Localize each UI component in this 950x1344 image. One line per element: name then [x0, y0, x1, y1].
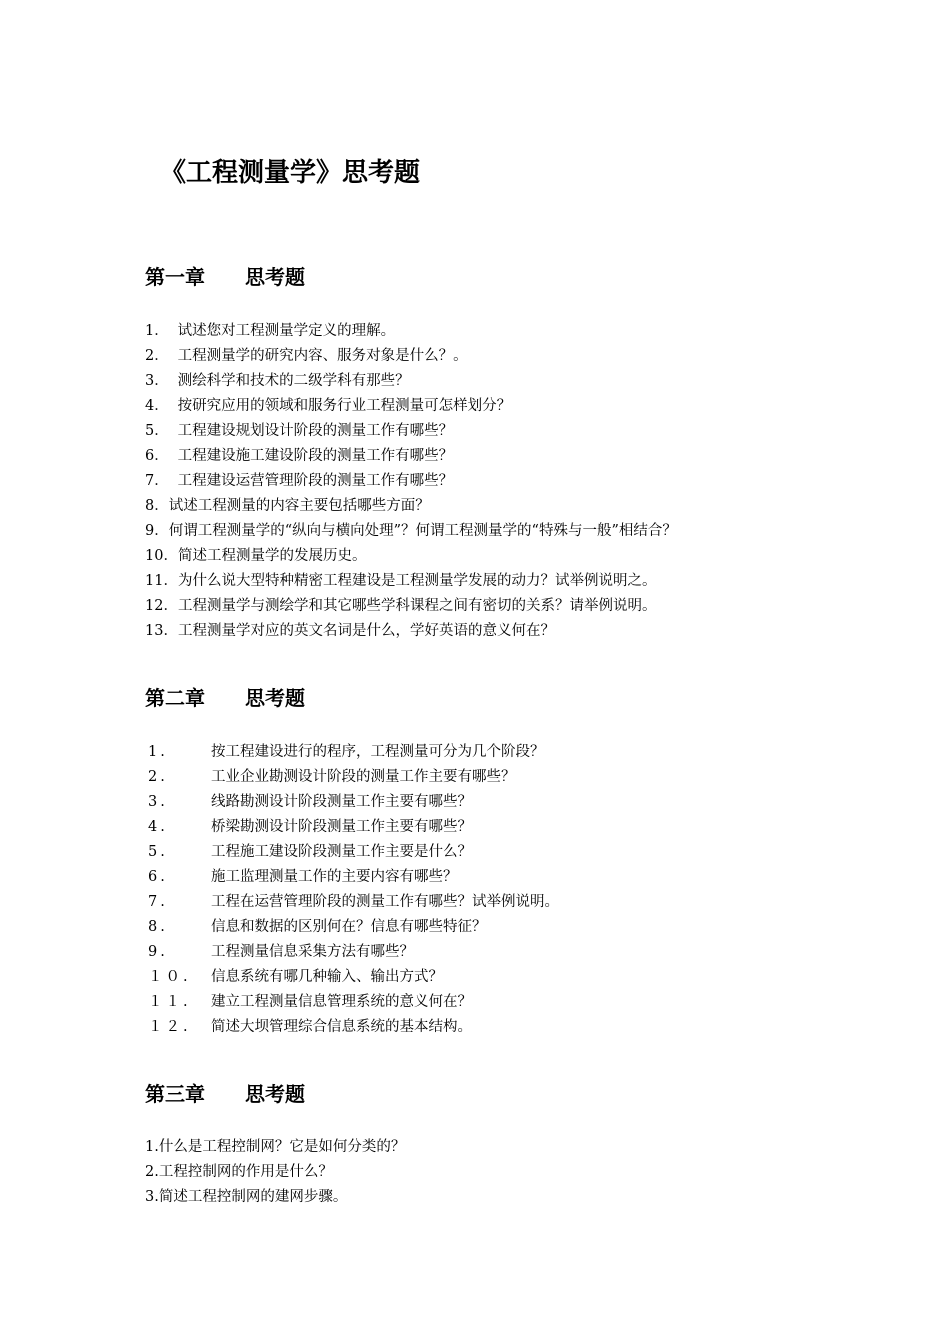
chapter-3-question-list — [145, 1135, 845, 1210]
question-number: 8． — [145, 498, 169, 514]
question-number: 6. — [148, 869, 168, 885]
question-text: 为什么说大型特种精密工程建设是工程测量学发展的动力？试举例说明之。 — [177, 573, 657, 589]
list-item — [145, 765, 845, 790]
question-number: 9. — [148, 944, 168, 960]
question-number: 9． — [145, 523, 169, 539]
question-number: 3． — [145, 373, 169, 389]
question-text: 简述大坝管理综合信息系统的基本结构。 — [211, 1019, 472, 1035]
question-number: 1. — [148, 744, 168, 760]
question-number: 4. — [148, 819, 168, 835]
question-number: 2． — [145, 348, 169, 364]
question-text: 工程在运营管理阶段的测量工作有哪些？试举例说明。 — [211, 894, 559, 910]
question-text: 按研究应用的领域和服务行业工程测量可怎样划分？ — [173, 398, 512, 414]
list-item — [145, 965, 845, 990]
list-item — [145, 740, 845, 765]
list-item — [145, 369, 845, 394]
question-text: 建立工程测量信息管理系统的意义何在？ — [211, 994, 472, 1010]
chapter-1-question-list — [145, 319, 845, 644]
question-number: 12． — [145, 598, 178, 614]
question-number: 5． — [145, 423, 169, 439]
question-number: 2. — [148, 769, 168, 785]
list-item — [145, 1135, 845, 1160]
chapter-1-name: 第一章 — [145, 265, 205, 289]
question-text: 信息系统有哪几种输入、输出方式？ — [211, 969, 443, 985]
chapter-2-question-list — [145, 740, 845, 1040]
list-item — [145, 815, 845, 840]
question-text: 简述工程控制网的建网步骤。 — [158, 1189, 348, 1205]
list-item — [145, 594, 845, 619]
question-text: 线路勘测设计阶段测量工作主要有哪些？ — [211, 794, 472, 810]
question-text: 工程施工建设阶段测量工作主要是什么？ — [211, 844, 472, 860]
list-item — [145, 544, 845, 569]
question-number: 10． — [145, 548, 178, 564]
question-text: 试述您对工程测量学定义的理解。 — [173, 323, 396, 339]
question-number: １２. — [148, 1019, 191, 1035]
question-text: 工程控制网的作用是什么？ — [158, 1164, 333, 1180]
chapter-3-section — [145, 1079, 845, 1210]
list-item — [145, 790, 845, 815]
question-number: 5. — [148, 844, 168, 860]
question-text: 信息和数据的区别何在？信息有哪些特征？ — [211, 919, 487, 935]
question-number: １０. — [148, 969, 191, 985]
list-item — [145, 344, 845, 369]
question-text: 按工程建设进行的程序，工程测量可分为几个阶段？ — [211, 744, 545, 760]
question-number: 3. — [145, 1189, 159, 1205]
chapter-2-name: 第二章 — [145, 686, 205, 710]
question-number: 3. — [148, 794, 168, 810]
question-number: 7. — [148, 894, 168, 910]
list-item — [145, 1160, 845, 1185]
chapter-3-name: 第三章 — [145, 1082, 205, 1106]
question-text: 工程测量学的研究内容、服务对象是什么？。 — [173, 348, 468, 364]
question-text: 何谓工程测量学的“纵向与横向处理”？何谓工程测量学的“特殊与一般”相结合？ — [168, 523, 677, 539]
question-text: 工程建设规划设计阶段的测量工作有哪些？ — [173, 423, 454, 439]
list-item — [145, 890, 845, 915]
list-item — [145, 1015, 845, 1040]
list-item — [145, 990, 845, 1015]
question-number: 11． — [145, 573, 178, 589]
list-item — [145, 319, 845, 344]
question-text: 工程建设施工建设阶段的测量工作有哪些？ — [173, 448, 454, 464]
question-number: 1. — [145, 1139, 159, 1155]
list-item — [145, 519, 845, 544]
question-text: 试述工程测量的内容主要包括哪些方面？ — [168, 498, 430, 514]
chapter-3-heading — [145, 1079, 845, 1109]
list-item — [145, 915, 845, 940]
question-number: 4． — [145, 398, 169, 414]
list-item — [145, 1185, 845, 1210]
question-number: １１. — [148, 994, 191, 1010]
list-item — [145, 569, 845, 594]
question-text: 桥梁勘测设计阶段测量工作主要有哪些？ — [211, 819, 472, 835]
question-number: 8. — [148, 919, 168, 935]
list-item — [145, 469, 845, 494]
chapter-1-subheading: 思考题 — [245, 265, 305, 289]
question-text: 工业企业勘测设计阶段的测量工作主要有哪些？ — [211, 769, 516, 785]
question-number: 6． — [145, 448, 169, 464]
list-item — [145, 444, 845, 469]
list-item — [145, 494, 845, 519]
question-text: 测绘科学和技术的二级学科有那些？ — [173, 373, 410, 389]
list-item — [145, 619, 845, 644]
question-number: 13． — [145, 623, 178, 639]
list-item — [145, 940, 845, 965]
chapter-2-heading — [145, 683, 845, 713]
question-text: 工程测量学对应的英文名词是什么，学好英语的意义何在？ — [177, 623, 555, 639]
list-item — [145, 865, 845, 890]
list-item — [145, 394, 845, 419]
question-text: 什么是工程控制网？它是如何分类的？ — [158, 1139, 406, 1155]
question-number: 2. — [145, 1164, 159, 1180]
question-text: 简述工程测量学的发展历史。 — [177, 548, 367, 564]
question-text: 工程测量学与测绘学和其它哪些学科课程之间有密切的关系？请举例说明。 — [177, 598, 657, 614]
chapter-2-subheading: 思考题 — [245, 686, 305, 710]
chapter-1-section — [145, 262, 845, 644]
list-item — [145, 419, 845, 444]
question-text: 工程建设运营管理阶段的测量工作有哪些？ — [173, 473, 454, 489]
question-text: 施工监理测量工作的主要内容有哪些？ — [211, 869, 458, 885]
chapter-2-section — [145, 683, 845, 1040]
chapter-1-heading — [145, 262, 845, 292]
question-text: 工程测量信息采集方法有哪些？ — [211, 944, 414, 960]
document-title: 《工程测量学》思考题 — [160, 158, 421, 188]
question-number: 7． — [145, 473, 169, 489]
question-number: 1． — [145, 323, 169, 339]
chapter-3-subheading: 思考题 — [245, 1082, 305, 1106]
list-item — [145, 840, 845, 865]
